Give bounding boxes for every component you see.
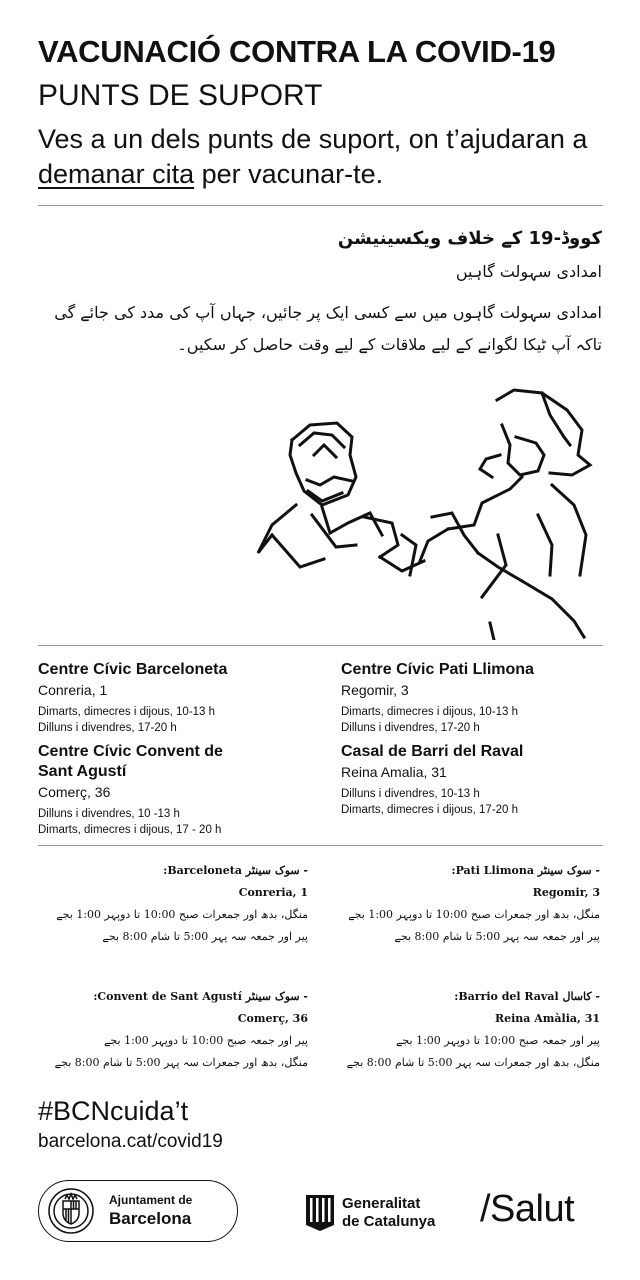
ajuntament-logo xyxy=(38,1180,238,1242)
centre-name: Centre Cívic Barceloneta xyxy=(38,661,228,678)
centre-address: Regomir, 3 xyxy=(341,682,409,698)
centre-hours: Dilluns i divendres, 10-13 h xyxy=(341,788,480,800)
centre-address: Conreria, 1 xyxy=(38,682,108,698)
website-link[interactable]: barcelona.cat/covid19 xyxy=(38,1131,223,1152)
urdu-centre-hours: منگل، بدھ اور جمعرات صبح 10:00 تا دوپہر 1:00 بجے xyxy=(56,908,308,921)
urdu-centre-hours: منگل، بدھ اور جمعرات سہ پہر 5:00 تا شام 8:00 بجے xyxy=(346,1056,600,1069)
centre-hours: Dilluns i divendres, 10 -13 h xyxy=(38,808,180,820)
centre-card xyxy=(38,660,318,736)
centre-address: Reina Amalia, 31 xyxy=(341,764,447,780)
urdu-centre-name: - سوک سینٹر Pati Llimona: xyxy=(451,864,600,877)
centre-hours: Dilluns i divendres, 17-20 h xyxy=(38,722,177,734)
urdu-centre-hours: پیر اور جمعہ صبح 10:00 تا دوپہر 1:00 بجے xyxy=(103,1034,308,1047)
centre-hours: Dimarts, dimecres i dijous, 10-13 h xyxy=(341,706,519,718)
urdu-centre-name: - سوک سینٹر Convent de Sant Agustí: xyxy=(93,990,308,1003)
divider xyxy=(38,845,603,846)
centres-left-column xyxy=(38,660,318,844)
hashtag: #BCNcuida’t xyxy=(38,1096,189,1126)
salut-logo: /Salut xyxy=(480,1188,575,1230)
intro-text: Ves a un dels punts de suport, on t’ajudaran a demanar cita per vacunar-te. xyxy=(38,124,588,189)
urdu-centre-address: Conreria, 1 xyxy=(238,886,308,899)
divider xyxy=(38,205,603,206)
urdu-centre-hours: پیر اور جمعہ سہ پہر 5:00 تا شام 8:00 بجے xyxy=(102,930,308,943)
urdu-intro: امدادی سہولت گاہوں میں سے کسی ایک پر جائیں، جہاں آپ کی مدد کی جائے گی تاکہ آپ ٹیکا لگوانے کے لیے ملاقات کے لیے وقت حاصل کر سکیں۔ xyxy=(54,303,602,354)
urdu-centre-card xyxy=(330,986,600,1074)
urdu-centre-name: - کاسال Barrio del Raval: xyxy=(454,990,600,1003)
appointment-link[interactable]: demanar cita xyxy=(38,159,195,189)
page-title: VACUNACIÓ CONTRA LA COVID-19 xyxy=(38,34,556,69)
page-subtitle: PUNTS DE SUPORT xyxy=(38,79,323,112)
centre-name: Casal de Barri del Raval xyxy=(341,743,524,760)
urdu-centre-hours: منگل، بدھ اور جمعرات سہ پہر 5:00 تا شام 8:00 بجے xyxy=(54,1056,308,1069)
generalitat-label-line2: de Catalunya xyxy=(342,1213,436,1230)
centre-card xyxy=(341,742,621,818)
vaccination-illustration xyxy=(252,385,612,640)
centre-hours: Dimarts, dimecres i dijous, 17 - 20 h xyxy=(38,824,222,836)
centre-hours: Dimarts, dimecres i dijous, 17-20 h xyxy=(341,804,519,816)
urdu-centre-address: Reina Amàlia, 31 xyxy=(494,1012,600,1025)
urdu-subtitle: امدادی سہولت گاہیں xyxy=(455,262,602,281)
urdu-centre-hours: پیر اور جمعہ صبح 10:00 تا دوپہر 1:00 بجے xyxy=(395,1034,600,1047)
divider xyxy=(38,645,603,646)
urdu-centre-card xyxy=(38,860,308,948)
urdu-centre-hours: پیر اور جمعہ سہ پہر 5:00 تا شام 8:00 بجے xyxy=(394,930,600,943)
centre-name: Centre Cívic Convent de Sant Agustí xyxy=(38,743,223,780)
ajuntament-label-line2: Barcelona xyxy=(109,1209,192,1228)
centre-hours: Dimarts, dimecres i dijous, 10-13 h xyxy=(38,706,216,718)
urdu-centre-card xyxy=(330,860,600,948)
generalitat-emblem-icon xyxy=(305,1194,335,1232)
urdu-centre-card xyxy=(38,986,308,1074)
urdu-centre-address: Regomir, 3 xyxy=(532,886,600,899)
urdu-centre-address: Comerç, 36 xyxy=(237,1012,308,1025)
ajuntament-label-line1: Ajuntament de xyxy=(109,1193,193,1207)
generalitat-label-line1: Generalitat xyxy=(342,1195,421,1212)
centre-card xyxy=(38,742,318,838)
urdu-centre-name: - سوک سینٹر Barceloneta: xyxy=(163,864,308,877)
urdu-centre-hours: منگل، بدھ اور جمعرات صبح 10:00 تا دوپہر 1:00 بجے xyxy=(348,908,600,921)
centre-name: Centre Cívic Pati Llimona xyxy=(341,661,534,678)
barcelona-seal-icon xyxy=(47,1187,95,1235)
centre-card xyxy=(341,660,621,736)
centre-address: Comerç, 36 xyxy=(38,784,111,800)
centre-hours: Dilluns i divendres, 17-20 h xyxy=(341,722,480,734)
urdu-title: کووڈ-19 کے خلاف ویکسینیشن xyxy=(337,228,602,249)
centres-right-column xyxy=(341,660,621,824)
